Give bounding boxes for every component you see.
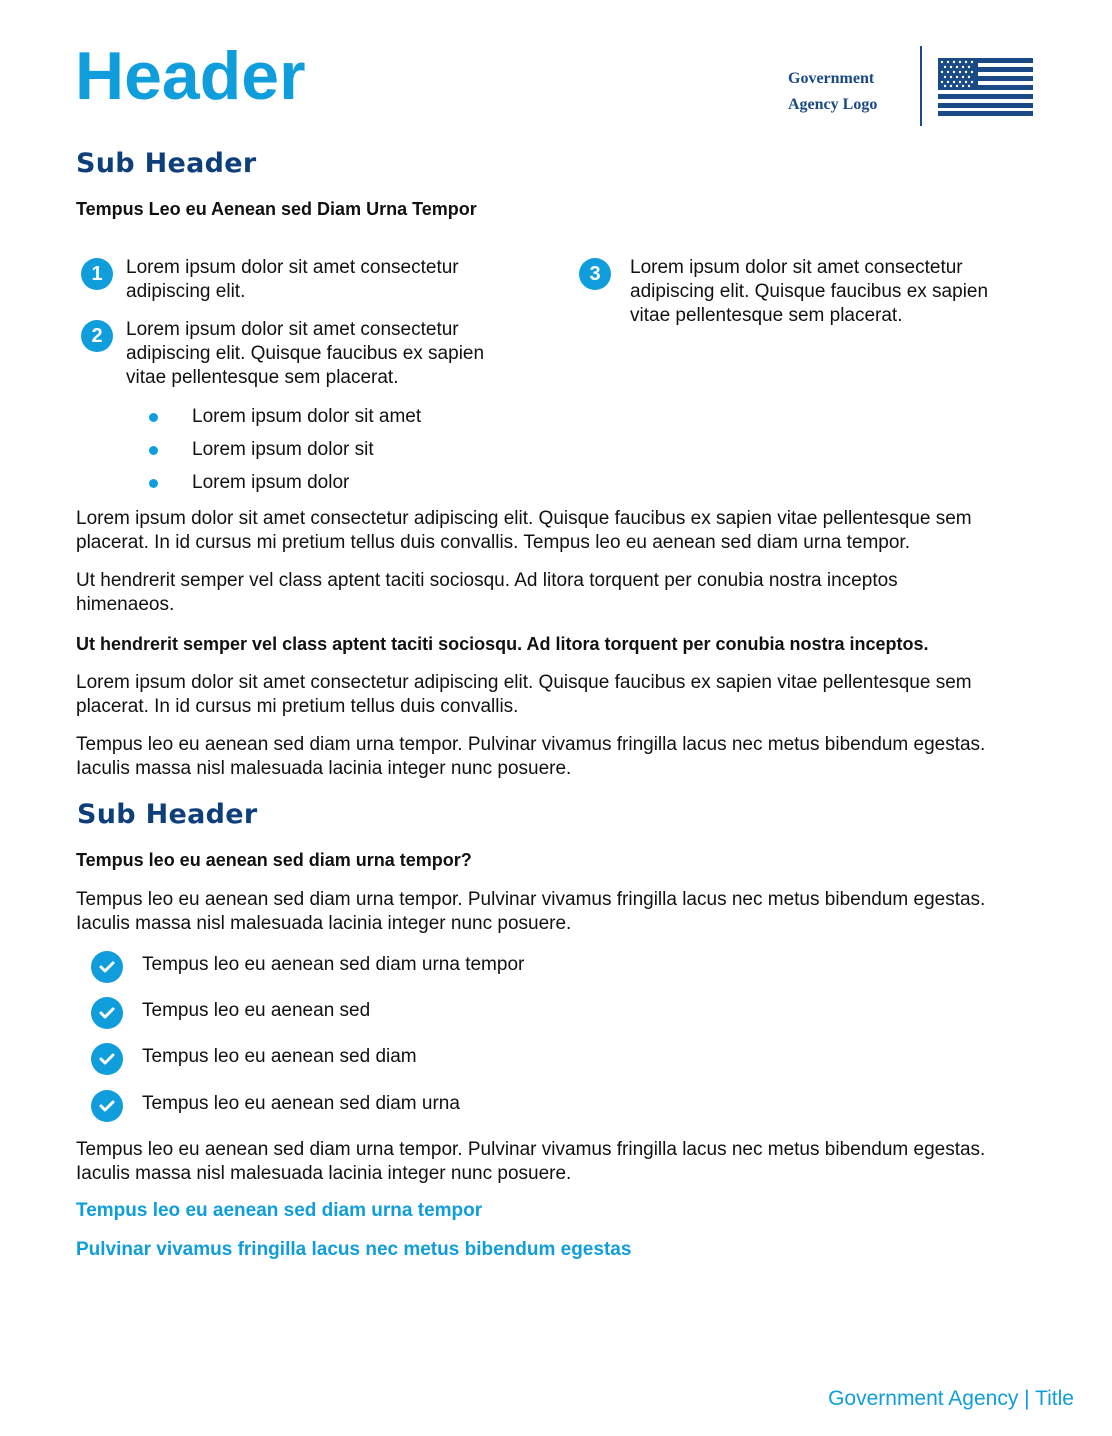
numbered-item-line: Lorem ipsum dolor sit amet consectetur <box>126 319 459 340</box>
checkmark-icon <box>91 997 123 1029</box>
number-badge: 3 <box>579 258 611 290</box>
numbered-item-line: adipiscing elit. Quisque faucibus ex sapien <box>126 343 485 364</box>
section1-lead: Tempus Leo eu Aenean sed Diam Urna Tempor <box>76 199 477 219</box>
link-1[interactable]: Tempus leo eu aenean sed diam urna tempor <box>76 1200 483 1221</box>
bullet-dot <box>149 413 158 422</box>
sub-header-2: Sub Header <box>77 799 258 830</box>
bullet-text: Lorem ipsum dolor sit <box>192 439 374 460</box>
paragraph-line: Iaculis massa nisl malesuada lacinia integer nunc posuere. <box>76 758 572 779</box>
paragraph-line: Ut hendrerit semper vel class aptent taciti sociosqu. Ad litora torquent per conubia nostra inceptos <box>76 570 898 591</box>
link-2[interactable]: Pulvinar vivamus fringilla lacus nec metus bibendum egestas <box>76 1239 632 1260</box>
paragraph-line: Iaculis massa nisl malesuada lacinia integer nunc posuere. <box>76 913 572 934</box>
logo-text-line1: Government <box>788 70 875 87</box>
bullet-text: Lorem ipsum dolor <box>192 472 350 493</box>
numbered-item-line: adipiscing elit. Quisque faucibus ex sapien <box>630 281 989 302</box>
section2-outro <box>76 1138 1056 1186</box>
logo-text-line2: Agency Logo <box>788 96 878 113</box>
number-badge: 2 <box>81 320 113 352</box>
paragraph-2 <box>76 569 1056 617</box>
paragraph-4 <box>76 733 1056 781</box>
sub-header-1: Sub Header <box>76 148 257 179</box>
paragraph-line: himenaeos. <box>76 594 175 615</box>
check-item-text: Tempus leo eu aenean sed <box>142 1000 371 1021</box>
paragraph-line: placerat. In id cursus mi pretium tellus duis convallis. Tempus leo eu aenean sed diam urna tempor. <box>76 532 910 553</box>
paragraph-line: placerat. In id cursus mi pretium tellus duis convallis. <box>76 696 519 717</box>
numbered-item-3 <box>578 256 1018 331</box>
page-title: Header <box>75 38 306 114</box>
numbered-item-text <box>630 256 988 328</box>
paragraph-3 <box>76 671 1056 719</box>
paragraph-line: Ut hendrerit semper vel class aptent taciti sociosqu. Ad litora torquent per conubia nostra inceptos. <box>76 634 929 654</box>
numbered-item-line: vitae pellentesque sem placerat. <box>126 367 399 388</box>
footer-title: Government Agency | Title <box>828 1387 1074 1410</box>
paragraph-1 <box>76 507 1056 555</box>
section2-lead: Tempus leo eu aenean sed diam urna tempor? <box>76 850 472 870</box>
bullet-dot <box>149 479 158 488</box>
logo-text <box>788 66 877 118</box>
paragraph-bold <box>76 632 1056 656</box>
bullet-text: Lorem ipsum dolor sit amet <box>192 406 422 427</box>
paragraph-line: Lorem ipsum dolor sit amet consectetur adipiscing elit. Quisque faucibus ex sapien vitae pellentesque sem <box>76 672 972 693</box>
paragraph-line: Tempus leo eu aenean sed diam urna tempor. Pulvinar vivamus fringilla lacus nec metus bibendum egestas. <box>76 889 986 910</box>
numbered-item-line: Lorem ipsum dolor sit amet consectetur <box>126 257 459 278</box>
paragraph-line: Tempus leo eu aenean sed diam urna tempor. Pulvinar vivamus fringilla lacus nec metus bibendum egestas. <box>76 1139 986 1160</box>
paragraph-line: Tempus leo eu aenean sed diam urna tempor. Pulvinar vivamus fringilla lacus nec metus bibendum egestas. <box>76 734 986 755</box>
numbered-item-text <box>126 256 459 304</box>
numbered-item-2 <box>81 318 521 393</box>
bullet-dot <box>149 446 158 455</box>
numbered-item-line: vitae pellentesque sem placerat. <box>630 305 903 326</box>
paragraph-line: Iaculis massa nisl malesuada lacinia integer nunc posuere. <box>76 1163 572 1184</box>
logo-divider <box>920 46 922 126</box>
checkmark-icon <box>91 1043 123 1075</box>
section2-intro <box>76 888 1056 936</box>
paragraph-line: Lorem ipsum dolor sit amet consectetur adipiscing elit. Quisque faucibus ex sapien vitae pellentesque sem <box>76 508 972 529</box>
check-item-text: Tempus leo eu aenean sed diam <box>142 1046 417 1067</box>
checkmark-icon <box>91 951 123 983</box>
agency-logo <box>760 46 1040 128</box>
checkmark-icon <box>91 1090 123 1122</box>
us-flag-icon <box>938 58 1033 116</box>
numbered-item-text <box>126 318 484 390</box>
check-item-text: Tempus leo eu aenean sed diam urna tempor <box>142 954 525 975</box>
numbered-item-line: Lorem ipsum dolor sit amet consectetur <box>630 257 963 278</box>
numbered-item-1 <box>81 256 521 306</box>
number-badge: 1 <box>81 258 113 290</box>
check-item-text: Tempus leo eu aenean sed diam urna <box>142 1093 460 1114</box>
numbered-item-line: adipiscing elit. <box>126 281 246 302</box>
